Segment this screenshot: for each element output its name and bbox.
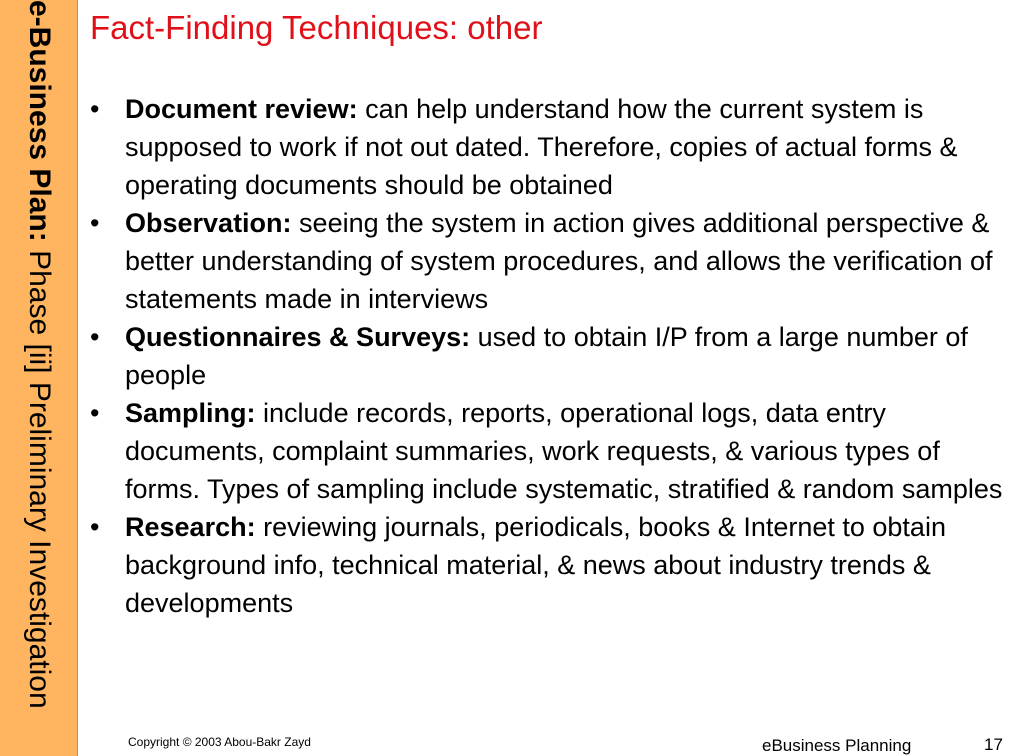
bullet-text: reviewing journals, periodicals, books & Internet to obtain background info, technical material, & news about industry trends & developments bbox=[125, 512, 946, 618]
bullet-item bbox=[90, 204, 1015, 318]
footer-page-number: 17 bbox=[984, 735, 1003, 754]
bullet-text: include records, reports, operational logs, data entry documents, complaint summaries, work requests, & various types of forms. Types of sampling include systematic, stratified & random samples bbox=[125, 398, 1003, 504]
sidebar-caption-rest: Phase [ii] Preliminary Investigation bbox=[23, 241, 56, 709]
bullet-term: Research: bbox=[125, 512, 256, 542]
bullet-list bbox=[90, 90, 1015, 622]
bullet-dot-icon: • bbox=[90, 398, 100, 428]
bullet-item bbox=[90, 508, 1015, 622]
footer-copyright: Copyright © 2003 Abou-Bakr Zayd bbox=[128, 735, 311, 749]
bullet-dot-icon: • bbox=[90, 512, 100, 542]
bullet-term: Sampling: bbox=[125, 398, 256, 428]
sidebar-banner bbox=[0, 0, 78, 756]
bullet-term: Document review: bbox=[125, 94, 358, 124]
bullet-text: seeing the system in action gives additional perspective & better understanding of system procedures, and allows the verification of statements made in interviews bbox=[125, 208, 993, 314]
bullet-item bbox=[90, 394, 1015, 508]
bullet-item bbox=[90, 90, 1015, 204]
sidebar-caption-bold: e-Business Plan: bbox=[23, 0, 56, 242]
bullet-dot-icon: • bbox=[90, 94, 100, 124]
bullet-text: can help understand how the current system is supposed to work if not out dated. Therefore, copies of actual forms & operating documents should be obtained bbox=[125, 94, 958, 200]
bullet-term: Observation: bbox=[125, 208, 292, 238]
bullet-dot-icon: • bbox=[90, 208, 100, 238]
sidebar-caption bbox=[16, 0, 62, 752]
slide-title: Fact-Finding Techniques: other bbox=[90, 9, 543, 46]
footer-course-title: eBusiness Planning bbox=[762, 736, 912, 755]
bullet-item bbox=[90, 318, 1015, 394]
bullet-dot-icon: • bbox=[90, 322, 100, 352]
bullet-text: used to obtain I/P from a large number of people bbox=[125, 322, 968, 390]
bullet-term: Questionnaires & Surveys: bbox=[125, 322, 471, 352]
